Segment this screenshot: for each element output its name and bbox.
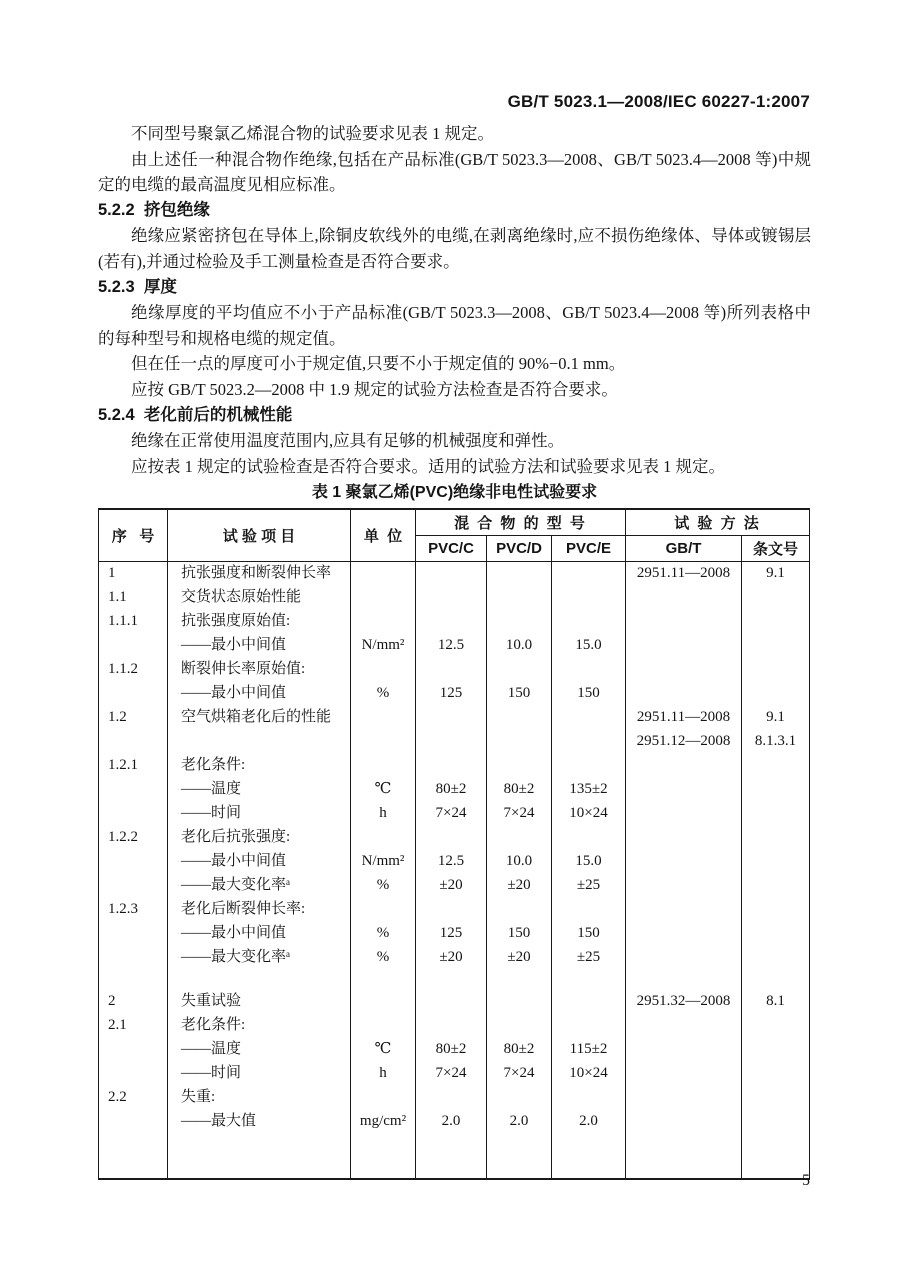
table-cell xyxy=(416,754,487,778)
table-cell: 7×24 xyxy=(487,1062,552,1086)
table-cell: ℃ xyxy=(351,778,416,802)
table-row xyxy=(99,778,809,802)
paragraph: 应按 GB/T 5023.2—2008 中 1.9 规定的试验方法检查是否符合要求。 xyxy=(131,379,618,399)
col-header-unit: 单 位 xyxy=(351,510,416,562)
table-cell xyxy=(487,706,552,730)
table-cell xyxy=(416,1086,487,1110)
table-cell xyxy=(626,1014,742,1038)
table-cell: 2.0 xyxy=(487,1110,552,1134)
table-cell xyxy=(416,730,487,754)
table-cell xyxy=(99,946,168,970)
col-header-pvc-d: PVC/D xyxy=(487,536,552,562)
table-row xyxy=(99,1062,809,1086)
table-cell: 15.0 xyxy=(552,634,626,658)
table-cell xyxy=(487,970,552,990)
table-cell xyxy=(552,610,626,634)
table-cell xyxy=(626,826,742,850)
table-cell: ——时间 xyxy=(168,1062,351,1086)
table-cell: 老化后断裂伸长率: xyxy=(168,898,351,922)
table-cell xyxy=(351,990,416,1014)
table-cell xyxy=(99,778,168,802)
table-cell xyxy=(626,898,742,922)
table-cell: 失重试验 xyxy=(168,990,351,1014)
table-cell xyxy=(416,586,487,610)
table-cell: ——最大变化率ᵃ xyxy=(168,874,351,898)
table-cell: 空气烘箱老化后的性能 xyxy=(168,706,351,730)
table-cell: 1.2.3 xyxy=(99,898,168,922)
table-row xyxy=(99,1110,809,1134)
table-cell xyxy=(351,610,416,634)
table-cell: 7×24 xyxy=(416,802,487,826)
table-cell xyxy=(742,802,809,826)
table-cell: 12.5 xyxy=(416,634,487,658)
table-cell: 80±2 xyxy=(416,1038,487,1062)
col-header-test-item: 试 验 项 目 xyxy=(168,510,351,562)
table-cell: 2.0 xyxy=(416,1110,487,1134)
table-row xyxy=(99,730,809,754)
table-cell xyxy=(351,562,416,586)
table-cell xyxy=(626,1038,742,1062)
table-cell xyxy=(99,1038,168,1062)
col-header-article: 条文号 xyxy=(742,536,809,562)
table-cell: 150 xyxy=(487,922,552,946)
table-cell xyxy=(552,730,626,754)
table-cell xyxy=(487,1086,552,1110)
text-blocks xyxy=(98,121,811,479)
table-row xyxy=(99,658,809,682)
table-cell xyxy=(99,1110,168,1134)
table-cell: 失重: xyxy=(168,1086,351,1110)
table-cell: 1.2.1 xyxy=(99,754,168,778)
table-cell: 1.1.2 xyxy=(99,658,168,682)
col-header-pvc-e: PVC/E xyxy=(552,536,626,562)
table-cell xyxy=(742,1062,809,1086)
table-cell: 135±2 xyxy=(552,778,626,802)
table-cell: 125 xyxy=(416,682,487,706)
table-row xyxy=(99,990,809,1014)
table-cell xyxy=(626,658,742,682)
table-cell xyxy=(487,990,552,1014)
table-cell: % xyxy=(351,946,416,970)
table-cell: mg/cm² xyxy=(351,1110,416,1134)
table-cell xyxy=(552,586,626,610)
table-cell xyxy=(626,634,742,658)
table-cell: 15.0 xyxy=(552,850,626,874)
table-cell xyxy=(487,826,552,850)
table-cell xyxy=(742,898,809,922)
table-cell: 9.1 xyxy=(766,564,785,581)
table-cell xyxy=(99,874,168,898)
table-cell xyxy=(742,778,809,802)
table-cell: ±20 xyxy=(487,946,552,970)
table-cell xyxy=(552,898,626,922)
table-cell xyxy=(626,874,742,898)
table-cell xyxy=(742,946,809,970)
table-cell xyxy=(168,730,351,754)
table-cell xyxy=(99,634,168,658)
table-cell: ±25 xyxy=(552,946,626,970)
table-cell xyxy=(487,730,552,754)
table-cell xyxy=(626,682,742,706)
table-cell xyxy=(416,826,487,850)
table-row xyxy=(99,802,809,826)
table-cell: 1.1.1 xyxy=(99,610,168,634)
paragraph: 不同型号聚氯乙烯混合物的试验要求见表 1 规定。 xyxy=(131,124,494,143)
table-cell: 80±2 xyxy=(416,778,487,802)
table-cell: ±25 xyxy=(552,874,626,898)
table-row xyxy=(99,946,809,970)
col-header-gbt: GB/T xyxy=(626,536,742,562)
table-cell: 2 xyxy=(99,990,168,1014)
table-cell xyxy=(742,1014,809,1038)
table-cell: 2951.12—2008 xyxy=(626,730,742,754)
standard-number-header: GB/T 5023.1—2008/IEC 60227-1:2007 xyxy=(507,92,810,111)
col-header-method-group: 试 验 方 法 xyxy=(626,510,809,536)
table-cell xyxy=(626,1062,742,1086)
table-cell: 8.1.3.1 xyxy=(754,732,797,749)
table-cell: ——最大值 xyxy=(168,1110,351,1134)
table-cell: h xyxy=(351,1062,416,1086)
table-cell xyxy=(351,1014,416,1038)
table-cell: 10×24 xyxy=(552,1062,626,1086)
table-cell xyxy=(742,874,809,898)
table-cell xyxy=(552,658,626,682)
table-cell xyxy=(99,922,168,946)
table-row xyxy=(99,562,809,586)
table-cell xyxy=(552,706,626,730)
table-cell: ——温度 xyxy=(168,1038,351,1062)
table-cell xyxy=(626,586,742,610)
table-cell xyxy=(487,586,552,610)
col-header-pvc-c: PVC/C xyxy=(416,536,487,562)
table-row xyxy=(99,922,809,946)
table-cell xyxy=(626,802,742,826)
section-heading: 5.2.3 厚度 xyxy=(98,277,177,296)
table-cell xyxy=(626,1110,742,1134)
table-cell xyxy=(351,826,416,850)
table-cell xyxy=(351,706,416,730)
table-cell xyxy=(487,658,552,682)
table-cell: ——最小中间值 xyxy=(168,682,351,706)
table-cell xyxy=(742,970,809,990)
table-cell: 老化条件: xyxy=(168,1014,351,1038)
table-cell xyxy=(99,802,168,826)
table-cell: ——时间 xyxy=(168,802,351,826)
table-cell xyxy=(487,898,552,922)
table-cell xyxy=(742,1038,809,1062)
table-cell: 2.0 xyxy=(552,1110,626,1134)
table-cell xyxy=(626,922,742,946)
table-cell xyxy=(416,970,487,990)
table-cell: 抗张强度和断裂伸长率 xyxy=(168,562,351,586)
table-cell xyxy=(626,1086,742,1110)
table-cell xyxy=(626,610,742,634)
table-cell: % xyxy=(351,922,416,946)
table-cell xyxy=(742,658,809,682)
section-heading: 5.2.2 挤包绝缘 xyxy=(98,200,210,219)
table-row xyxy=(99,586,809,610)
paragraph: 绝缘厚度的平均值应不小于产品标准(GB/T 5023.3—2008、GB/T 5023.4—2008 等)所列表格中的每种型号和规格电缆的规定值。 xyxy=(98,303,811,348)
paragraph: 绝缘在正常使用温度范围内,应具有足够的机械强度和弹性。 xyxy=(131,431,565,451)
table-cell xyxy=(351,658,416,682)
table-cell: 抗张强度原始值: xyxy=(168,610,351,634)
table-row xyxy=(99,1086,809,1110)
table-cell: 1.1 xyxy=(99,586,168,610)
table-cell xyxy=(742,826,809,850)
table-cell: ±20 xyxy=(487,874,552,898)
paragraph: 由上述任一种混合物作绝缘,包括在产品标准(GB/T 5023.3—2008、GB/T 5023.4—2008 等)中规定的电缆的最高温度见相应标准。 xyxy=(98,149,811,195)
table-cell: 1.2 xyxy=(99,706,168,730)
table-cell xyxy=(416,610,487,634)
table-cell: 80±2 xyxy=(487,1038,552,1062)
table-cell xyxy=(626,850,742,874)
table-cell xyxy=(416,658,487,682)
table-cell xyxy=(552,562,626,586)
table-cell xyxy=(626,970,742,990)
test-requirements-table xyxy=(98,508,810,1180)
table-cell xyxy=(487,1014,552,1038)
table-cell xyxy=(351,1086,416,1110)
table-cell: 1.2.2 xyxy=(99,826,168,850)
table-cell xyxy=(742,610,809,634)
table-cell: 2.2 xyxy=(99,1086,168,1110)
table-cell: 断裂伸长率原始值: xyxy=(168,658,351,682)
table-row xyxy=(99,1038,809,1062)
table-cell xyxy=(742,1110,809,1134)
table-cell: 2951.11—2008 xyxy=(626,706,742,730)
table-cell xyxy=(742,682,809,706)
table-title: 表 1 聚氯乙烯(PVC)绝缘非电性试验要求 xyxy=(311,484,598,502)
table-cell xyxy=(552,754,626,778)
table-cell: 150 xyxy=(552,922,626,946)
table-row xyxy=(99,610,809,634)
table-cell: 7×24 xyxy=(416,1062,487,1086)
table-cell xyxy=(416,990,487,1014)
table-cell xyxy=(552,826,626,850)
table-cell xyxy=(742,850,809,874)
table-cell xyxy=(552,970,626,990)
table-row xyxy=(99,898,809,922)
table-cell: 10.0 xyxy=(487,634,552,658)
table-row xyxy=(99,706,809,730)
table-cell: 交货状态原始性能 xyxy=(168,586,351,610)
table-cell: ——最小中间值 xyxy=(168,922,351,946)
table-cell xyxy=(99,850,168,874)
table-cell: 150 xyxy=(552,682,626,706)
table-cell: 10×24 xyxy=(552,802,626,826)
table-cell: ±20 xyxy=(416,946,487,970)
table-cell: 12.5 xyxy=(416,850,487,874)
table-cell: 125 xyxy=(416,922,487,946)
table-cell xyxy=(351,970,416,990)
table-cell: 9.1 xyxy=(766,708,785,725)
table-cell: 2951.11—2008 xyxy=(626,562,742,586)
table-cell xyxy=(416,706,487,730)
table-cell xyxy=(416,562,487,586)
table-cell: ℃ xyxy=(351,1038,416,1062)
table-cell: 老化后抗张强度: xyxy=(168,826,351,850)
table-cell xyxy=(168,970,351,990)
table-cell xyxy=(552,990,626,1014)
table-row xyxy=(99,826,809,850)
table-cell: ——最大变化率ᵃ xyxy=(168,946,351,970)
table-cell: 2.1 xyxy=(99,1014,168,1038)
table-cell xyxy=(742,1086,809,1110)
table-cell xyxy=(552,1014,626,1038)
table-cell xyxy=(742,634,809,658)
table-row xyxy=(99,682,809,706)
table-cell xyxy=(99,682,168,706)
table-cell: 80±2 xyxy=(487,778,552,802)
col-header-mixture-group: 混 合 物 的 型 号 xyxy=(416,510,626,536)
table-cell xyxy=(99,730,168,754)
document-body xyxy=(98,121,811,1180)
table-cell xyxy=(742,922,809,946)
table-cell xyxy=(626,778,742,802)
table-row xyxy=(99,874,809,898)
table-cell: N/mm² xyxy=(351,634,416,658)
table-cell xyxy=(351,586,416,610)
table-cell xyxy=(99,970,168,990)
table-cell xyxy=(487,610,552,634)
table-cell xyxy=(552,1086,626,1110)
section-heading: 5.2.4 老化前后的机械性能 xyxy=(98,405,293,424)
table-row xyxy=(99,1014,809,1038)
table-cell: 8.1 xyxy=(766,992,785,1009)
table-row xyxy=(99,754,809,778)
table-cell xyxy=(351,754,416,778)
table-cell: 115±2 xyxy=(552,1038,626,1062)
table-cell: 150 xyxy=(487,682,552,706)
table-cell xyxy=(742,754,809,778)
table-cell: ——最小中间值 xyxy=(168,850,351,874)
table-cell: ——最小中间值 xyxy=(168,634,351,658)
table-cell xyxy=(99,1062,168,1086)
table-cell xyxy=(626,946,742,970)
page-number: 5 xyxy=(802,1172,810,1189)
table-cell: % xyxy=(351,682,416,706)
table-header xyxy=(99,510,809,562)
table-spacer-row xyxy=(99,970,809,990)
paragraph: 但在任一点的厚度可小于规定值,只要不小于规定值的 90%−0.1 mm。 xyxy=(131,354,626,374)
table-cell xyxy=(742,586,809,610)
table-cell: 老化条件: xyxy=(168,754,351,778)
table-cell xyxy=(487,562,552,586)
table-cell xyxy=(416,1014,487,1038)
table-cell: ±20 xyxy=(416,874,487,898)
table-cell: % xyxy=(351,874,416,898)
table-cell xyxy=(626,754,742,778)
table-cell: 10.0 xyxy=(487,850,552,874)
table-cell: ——温度 xyxy=(168,778,351,802)
table-cell: 7×24 xyxy=(487,802,552,826)
paragraph: 绝缘应紧密挤包在导体上,除铜皮软线外的电缆,在剥离绝缘时,应不损伤绝缘体、导体或镀锡层(若有),并通过检验及手工测量检查是否符合要求。 xyxy=(98,226,811,271)
table-row xyxy=(99,634,809,658)
table-body xyxy=(99,562,809,1178)
col-header-seq: 序 号 xyxy=(99,510,168,562)
table-cell: N/mm² xyxy=(351,850,416,874)
table-cell xyxy=(487,754,552,778)
table-cell xyxy=(351,898,416,922)
table-cell: 1 xyxy=(99,562,168,586)
table-cell: h xyxy=(351,802,416,826)
paragraph: 应按表 1 规定的试验检查是否符合要求。适用的试验方法和试验要求见表 1 规定。 xyxy=(131,456,725,476)
table-cell: 2951.32—2008 xyxy=(626,990,742,1014)
table-cell xyxy=(416,898,487,922)
table-cell xyxy=(351,730,416,754)
table-row xyxy=(99,850,809,874)
